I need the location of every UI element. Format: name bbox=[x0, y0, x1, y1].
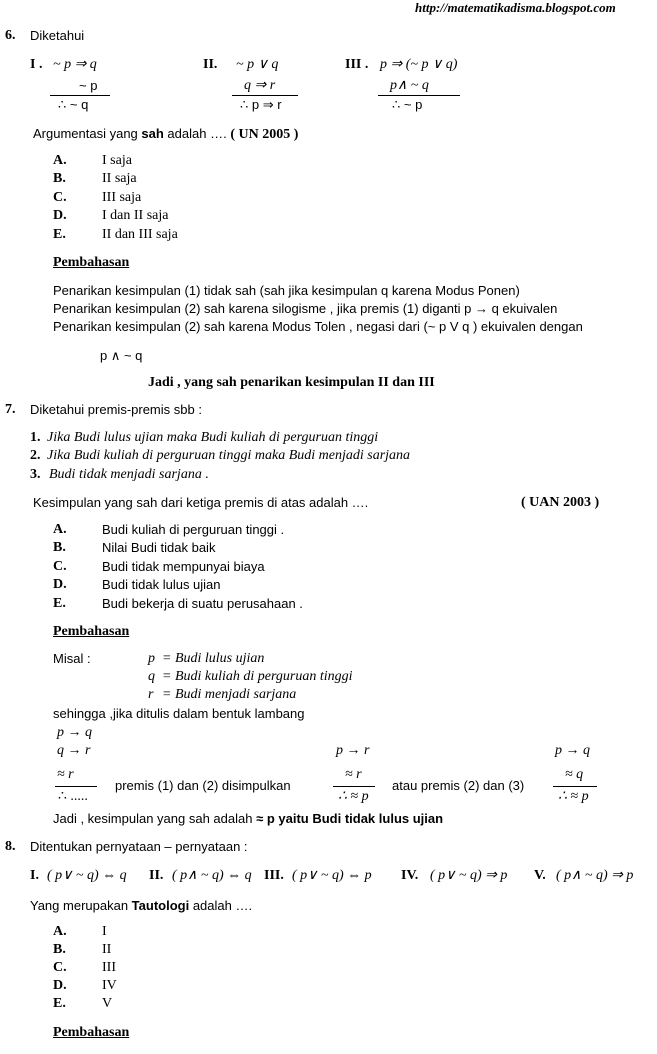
q7-premise-3-num: 3. bbox=[30, 467, 41, 482]
q8-stmt-5-expr: ( p∧ ~ q) ⇒ p bbox=[556, 868, 634, 883]
q6-option-e-letter: E. bbox=[53, 227, 66, 242]
q7-premise-1-num: 1. bbox=[30, 430, 41, 445]
q7-scheme1-rule bbox=[55, 786, 97, 787]
q7-option-e-text: Budi bekerja di suatu perusahaan . bbox=[102, 596, 303, 611]
q7-question: Kesimpulan yang sah dari ketiga premis di atas adalah …. bbox=[33, 495, 369, 510]
q7-option-a-letter: A. bbox=[53, 522, 67, 537]
q6-formula: p ∧ ~ q bbox=[100, 348, 143, 363]
q7-scheme1-premise2: q → r bbox=[57, 743, 91, 758]
q7-option-d-letter: D. bbox=[53, 577, 67, 592]
q8-option-b-text: II bbox=[102, 942, 112, 957]
q7-option-b-text: Nilai Budi tidak baik bbox=[102, 540, 216, 555]
site-url: http://matematikadisma.blogspot.com bbox=[415, 0, 616, 15]
q8-stmt-2-expr: ( p∧ ~ q) ⇔ q bbox=[172, 868, 252, 883]
q8-option-e-letter: E. bbox=[53, 996, 66, 1011]
q7-scheme1-premise3: ≈ r bbox=[57, 767, 74, 782]
q6-conclusion: Jadi , yang sah penarikan kesimpulan II dan III bbox=[148, 375, 435, 390]
q6-arg1-premise2: ~ p bbox=[79, 78, 98, 93]
q6-discussion-line-3: Penarikan kesimpulan (2) sah karena Modus Tolen , negasi dari (~ p V q ) ekuivalen dengan bbox=[53, 319, 583, 334]
q6-discussion-title: Pembahasan bbox=[53, 255, 130, 270]
q7-premise-3-text: Budi tidak menjadi sarjana . bbox=[49, 467, 209, 482]
q7-misal-label: Misal : bbox=[53, 651, 91, 666]
q7-var-r-text: = Budi menjadi sarjana bbox=[162, 687, 297, 702]
q7-option-d-text: Budi tidak lulus ujian bbox=[102, 577, 221, 592]
q8-stmt-1-label: I. bbox=[30, 868, 39, 883]
q7-scheme1-conclusion: ∴ ..... bbox=[58, 789, 88, 804]
q6-option-d-letter: D. bbox=[53, 208, 67, 223]
q6-option-a-letter: A. bbox=[53, 153, 67, 168]
q6-option-a-text: I saja bbox=[102, 153, 132, 168]
q8-option-a-letter: A. bbox=[53, 924, 67, 939]
q8-option-c-text: III bbox=[102, 960, 116, 975]
q6-arg3-premise2: p∧ ~ q bbox=[390, 78, 429, 93]
q6-question: Argumentasi yang sah adalah …. ( UN 2005 ) bbox=[33, 126, 299, 142]
q6-intro: Diketahui bbox=[30, 28, 85, 43]
q6-option-b-letter: B. bbox=[53, 171, 66, 186]
q7-scheme3-premise2: ≈ q bbox=[565, 767, 584, 782]
q6-option-e-text: II dan III saja bbox=[102, 227, 178, 242]
q6-arg2-premise1: ~ p ∨ q bbox=[236, 57, 279, 72]
q7-var-p-text: = Budi lulus ujian bbox=[162, 651, 265, 666]
q6-arg2-label: II. bbox=[203, 57, 218, 72]
q6-option-c-letter: C. bbox=[53, 190, 67, 205]
q7-symbol-line: sehingga ,jika ditulis dalam bentuk lambang bbox=[53, 706, 305, 721]
q7-var-q-symbol: q bbox=[148, 669, 155, 684]
q8-discussion-title: Pembahasan bbox=[53, 1025, 130, 1040]
q7-premise-1-text: Jika Budi lulus ujian maka Budi kuliah di perguruan tinggi bbox=[47, 430, 379, 445]
q7-scheme2-premise2: ≈ r bbox=[345, 767, 362, 782]
q8-option-d-letter: D. bbox=[53, 978, 67, 993]
q8-number: 8. bbox=[5, 839, 16, 854]
q6-arg3-premise1: p ⇒ (~ p ∨ q) bbox=[380, 57, 458, 72]
q7-premise-2-text: Jika Budi kuliah di perguruan tinggi maka Budi menjadi sarjana bbox=[47, 448, 411, 463]
q7-source: ( UAN 2003 ) bbox=[521, 495, 600, 510]
q7-scheme2-rule bbox=[333, 786, 375, 787]
q8-option-e-text: V bbox=[102, 996, 113, 1011]
q6-arg1-premise1: ~ p ⇒ q bbox=[53, 57, 97, 72]
q7-var-p-symbol: p bbox=[148, 651, 155, 666]
q7-option-e-letter: E. bbox=[53, 596, 66, 611]
q7-scheme3-premise1: p → q bbox=[555, 743, 590, 758]
q7-scheme1-premise1: p → q bbox=[57, 725, 92, 740]
q8-stmt-2-label: II. bbox=[149, 868, 164, 883]
q6-discussion-line-2: Penarikan kesimpulan (2) sah karena silogisme , jika premis (1) diganti p → q ekuivalen bbox=[53, 301, 558, 316]
q7-option-c-text: Budi tidak mempunyai biaya bbox=[102, 559, 265, 574]
q8-stmt-3-label: III. bbox=[264, 868, 284, 883]
q6-discussion-line-1: Penarikan kesimpulan (1) tidak sah (sah jika kesimpulan q karena Modus Ponen) bbox=[53, 283, 520, 298]
q7-mid-text-1: premis (1) dan (2) disimpulkan bbox=[115, 778, 291, 793]
q6-arg2-premise2: q ⇒ r bbox=[244, 78, 276, 93]
q7-option-c-letter: C. bbox=[53, 559, 67, 574]
q7-mid-text-2: atau premis (2) dan (3) bbox=[392, 778, 525, 793]
q7-var-r-symbol: r bbox=[148, 687, 154, 702]
q7-option-b-letter: B. bbox=[53, 540, 66, 555]
q7-scheme2-premise1: p → r bbox=[336, 743, 370, 758]
q6-number: 6. bbox=[5, 28, 16, 43]
q6-option-c-text: III saja bbox=[102, 190, 142, 205]
q8-stmt-4-label: IV. bbox=[401, 868, 419, 883]
q6-option-d-text: I dan II saja bbox=[102, 208, 169, 223]
q7-discussion-title: Pembahasan bbox=[53, 624, 130, 639]
q6-option-b-text: II saja bbox=[102, 171, 137, 186]
q7-premise-2-num: 2. bbox=[30, 448, 41, 463]
q6-arg2-conclusion: ∴ p ⇒ r bbox=[240, 97, 282, 112]
q8-stmt-1-expr: ( p∨ ~ q) ⇔ q bbox=[47, 868, 127, 883]
q7-conclusion: Jadi , kesimpulan yang sah adalah ≈ p yaitu Budi tidak lulus ujian bbox=[53, 811, 444, 826]
q8-stmt-4-expr: ( p∨ ~ q) ⇒ p bbox=[430, 868, 508, 883]
q8-intro: Ditentukan pernyataan – pernyataan : bbox=[30, 839, 248, 854]
q7-scheme3-conclusion: ∴ ≈ p bbox=[558, 789, 589, 804]
q8-option-c-letter: C. bbox=[53, 960, 67, 975]
q7-scheme3-rule bbox=[553, 786, 597, 787]
q8-question: Yang merupakan Tautologi adalah …. bbox=[30, 898, 253, 913]
q7-number: 7. bbox=[5, 402, 16, 417]
q7-intro: Diketahui premis-premis sbb : bbox=[30, 402, 202, 417]
q7-scheme2-conclusion: ∴ ≈ p bbox=[338, 789, 369, 804]
q6-arg1-label: I . bbox=[30, 57, 43, 72]
q6-arg3-label: III . bbox=[345, 57, 369, 72]
q7-var-q-text: = Budi kuliah di perguruan tinggi bbox=[162, 669, 353, 684]
q6-arg3-conclusion: ∴ ~ p bbox=[392, 97, 423, 112]
q8-option-d-text: IV bbox=[102, 978, 117, 993]
q8-option-a-text: I bbox=[102, 924, 107, 939]
q8-stmt-3-expr: ( p∨ ~ q) ⇔ p bbox=[292, 868, 372, 883]
q7-option-a-text: Budi kuliah di perguruan tinggi . bbox=[102, 522, 285, 537]
q8-stmt-5-label: V. bbox=[534, 868, 546, 883]
q8-option-b-letter: B. bbox=[53, 942, 66, 957]
q6-arg1-conclusion: ∴ ~ q bbox=[58, 97, 89, 112]
